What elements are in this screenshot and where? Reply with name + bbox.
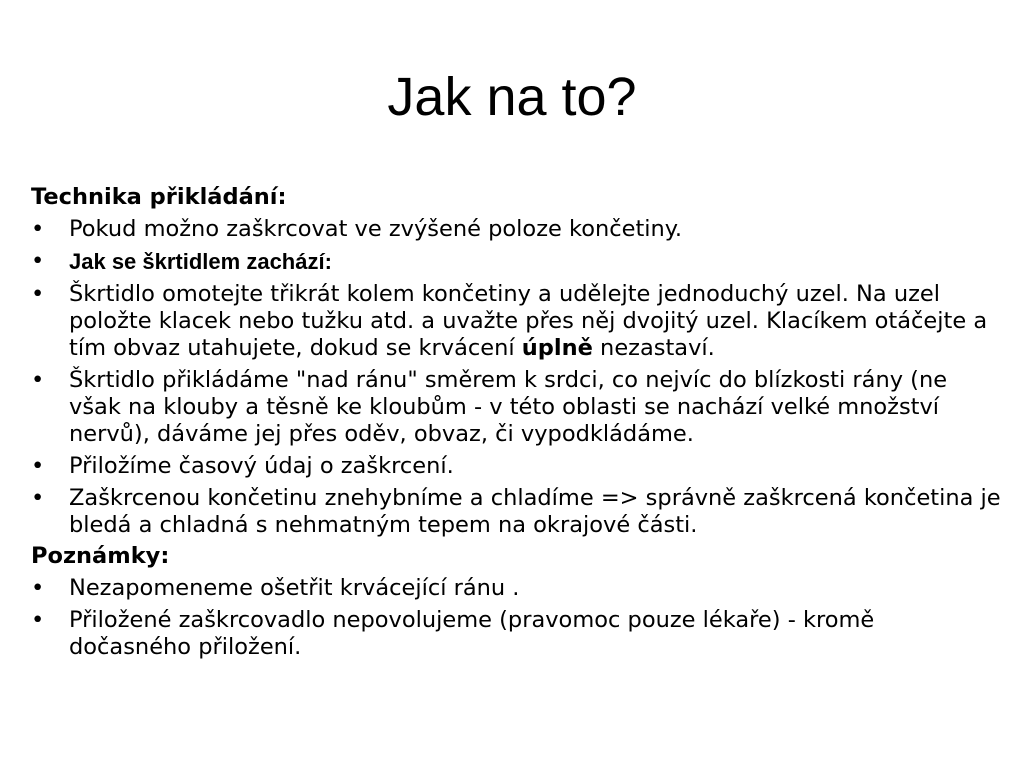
list-item-text: Pokud možno zaškrcovat ve zvýšené poloze končetiny.	[69, 216, 683, 242]
slide-title: Jak na to?	[387, 67, 637, 127]
section-heading-technique: Technika přikládání:	[31, 184, 287, 210]
list-item	[31, 281, 1001, 362]
list-item	[31, 485, 1001, 539]
list-item	[31, 453, 1001, 480]
list-item-text: Škrtidlo přikládáme "nad ránu" směrem k srdci, co nejvíc do blízkosti rány (ne však na klouby a těsně ke kloubům - v této oblasti se nachází velké množství nervů), dáváme jej přes oděv, obvaz, či vypodkládáme.	[69, 367, 948, 447]
list-item-text	[69, 281, 987, 361]
bullet-icon: •	[31, 367, 45, 393]
bullet-icon: •	[31, 216, 45, 242]
list-item	[31, 607, 1001, 661]
bullet-icon: •	[31, 453, 45, 479]
list-item-text: Přiložíme časový údaj o zaškrcení.	[69, 453, 454, 479]
bullet-icon: •	[31, 248, 45, 274]
bullet-icon: •	[31, 575, 45, 601]
list-item-subheading	[31, 248, 1001, 276]
bullet-icon: •	[31, 607, 45, 633]
text-run: nezastaví.	[592, 335, 715, 361]
text-run: Škrtidlo omotejte třikrát kolem končetiny a udělejte jednoduchý uzel. Na uzel položte klacek nebo tužku atd. a uvažte přes něj dvojitý uzel. Klacíkem otáčejte a tím obvaz utahujete, dokud se krvácení	[69, 281, 988, 361]
section-heading-notes: Poznámky:	[31, 543, 170, 569]
bullet-icon: •	[31, 485, 45, 511]
list-item-text: Jak se škrtidlem zachází:	[69, 249, 332, 274]
emphasis-text: úplně	[521, 335, 593, 361]
list-item	[31, 216, 1001, 243]
bullet-icon: •	[31, 281, 45, 307]
list-item	[31, 575, 1001, 602]
slide-content	[31, 180, 1001, 661]
list-item-text: Nezapomeneme ošetřit krvácející ránu .	[69, 575, 520, 601]
list-item-text: Přiložené zaškrcovadlo nepovolujeme (pravomoc pouze lékaře) - kromě dočasného přiložení.	[69, 607, 875, 660]
list-item	[31, 367, 1001, 448]
list-item-text: Zaškrcenou končetinu znehybníme a chladíme => správně zaškrcená končetina je bledá a chladná s nehmatným tepem na okrajové části.	[69, 485, 1001, 538]
